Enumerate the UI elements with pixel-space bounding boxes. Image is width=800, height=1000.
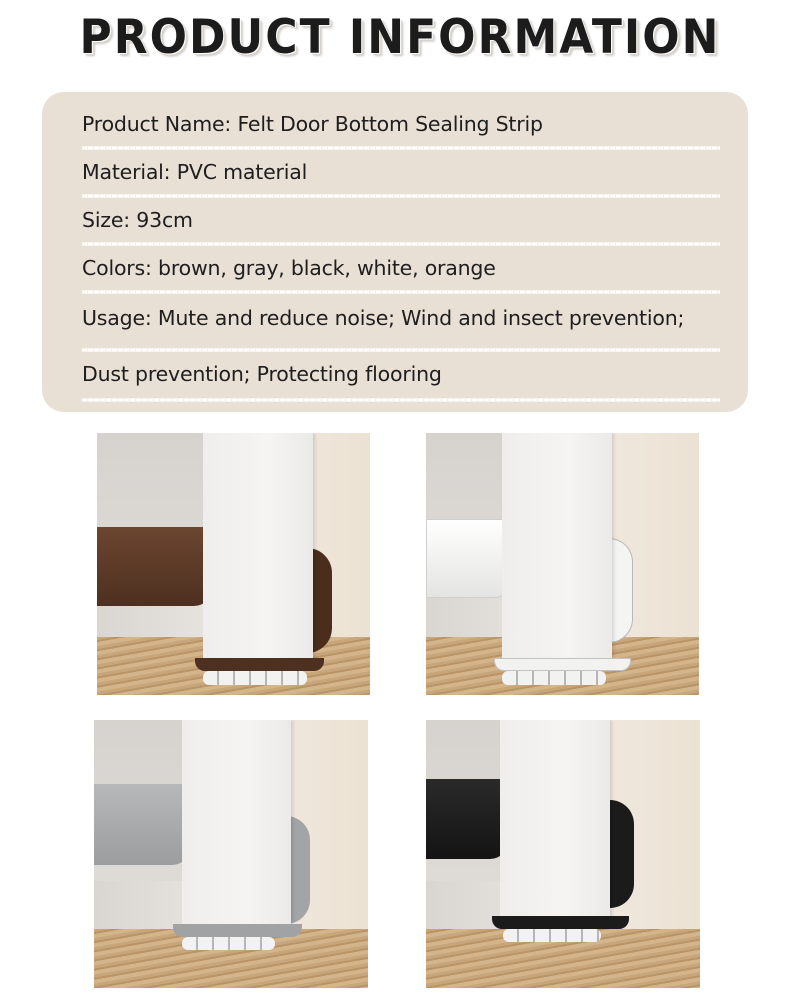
product-photo-white — [426, 433, 699, 695]
strip-bottom — [195, 658, 323, 671]
door — [203, 433, 312, 666]
strip-bottom — [173, 924, 302, 937]
product-photo-black — [426, 720, 700, 988]
product-info-card — [42, 92, 748, 412]
info-row-colors — [82, 246, 720, 294]
strip-bottom — [492, 916, 629, 929]
strip-bottom — [494, 658, 631, 671]
strip-back — [609, 538, 634, 643]
info-row-usage-continued — [82, 352, 720, 402]
product-photo-gray — [94, 720, 368, 988]
felt-brush — [203, 671, 307, 684]
row-divider — [82, 398, 720, 402]
info-row-material — [82, 150, 720, 198]
strip-front — [426, 779, 508, 859]
info-row-usage — [82, 296, 720, 352]
door — [182, 720, 292, 929]
info-row-product-name — [82, 102, 720, 150]
info-text: Size: 93cm — [82, 208, 193, 232]
felt-brush — [182, 937, 275, 950]
info-text: Dust prevention; Protecting flooring — [82, 362, 442, 386]
info-text: Product Name: Felt Door Bottom Sealing Strip — [82, 112, 543, 136]
strip-front — [426, 519, 513, 598]
door — [500, 720, 610, 924]
info-text: Usage: Mute and reduce noise; Wind and insect prevention; — [82, 306, 685, 330]
felt-brush — [503, 929, 602, 942]
page-title: PRODUCT INFORMATION — [79, 9, 721, 65]
info-text: Colors: brown, gray, black, white, orange — [82, 256, 496, 280]
strip-front — [94, 784, 190, 864]
strip-front — [97, 527, 212, 606]
strip-back — [610, 800, 635, 907]
felt-brush — [502, 671, 606, 684]
row-divider — [82, 290, 720, 294]
door — [502, 433, 611, 666]
product-photo-brown — [97, 433, 370, 695]
info-row-size — [82, 198, 720, 246]
info-text: Material: PVC material — [82, 160, 308, 184]
